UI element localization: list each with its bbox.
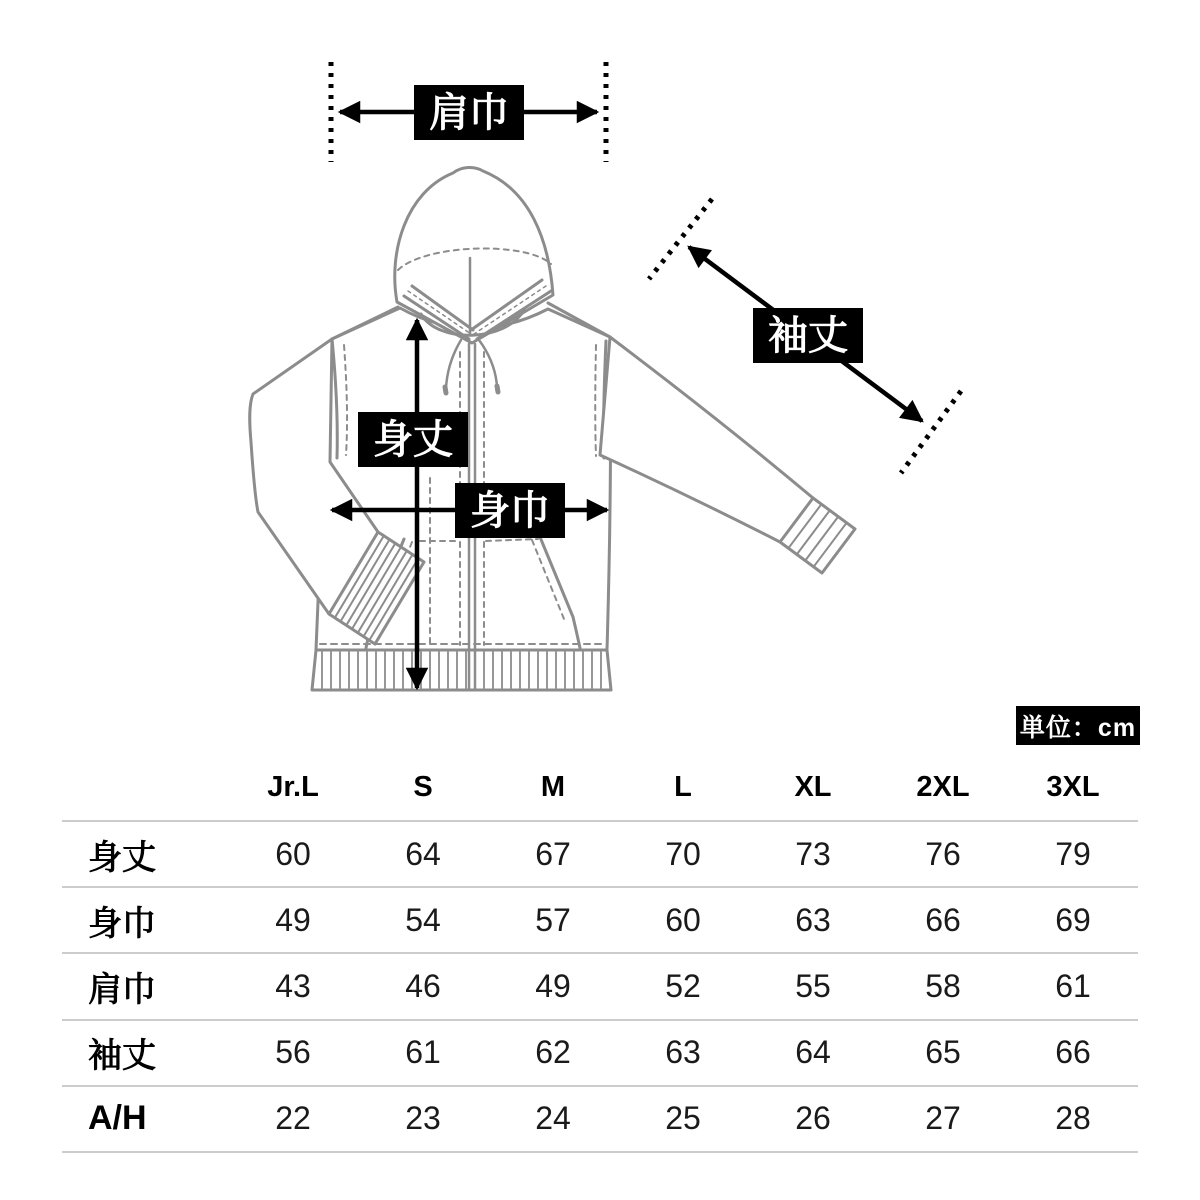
value-cell: 61 bbox=[1055, 967, 1091, 1004]
size-table-header-row bbox=[62, 755, 1138, 820]
value-cell: 60 bbox=[665, 901, 701, 938]
value-cell: 62 bbox=[535, 1034, 571, 1071]
table-row-armhole bbox=[62, 1085, 1138, 1153]
value-cell: 25 bbox=[665, 1100, 701, 1137]
column-header-2xl: 2XL bbox=[916, 771, 970, 803]
sleeve-length-label: 袖丈 bbox=[768, 314, 848, 358]
column-header-m: M bbox=[540, 771, 566, 803]
column-header-xl: XL bbox=[794, 771, 832, 803]
value-cell: 69 bbox=[1055, 901, 1091, 938]
shoulder-width-annotation bbox=[331, 62, 606, 162]
column-header-s: S bbox=[413, 771, 433, 803]
hem-rib-band bbox=[312, 650, 611, 690]
column-header-l: L bbox=[674, 771, 692, 803]
table-row-body-width bbox=[62, 886, 1138, 952]
row-label: 肩巾 bbox=[88, 970, 156, 1009]
value-cell: 76 bbox=[925, 835, 961, 872]
value-cell: 58 bbox=[925, 967, 961, 1004]
value-cell: 27 bbox=[925, 1100, 961, 1137]
value-cell: 26 bbox=[795, 1100, 831, 1137]
value-cell: 64 bbox=[795, 1034, 831, 1071]
row-label: 身巾 bbox=[88, 904, 156, 943]
value-cell: 70 bbox=[665, 835, 701, 872]
value-cell: 66 bbox=[1055, 1034, 1091, 1071]
value-cell: 54 bbox=[405, 901, 441, 938]
value-cell: 65 bbox=[925, 1034, 961, 1071]
value-cell: 23 bbox=[405, 1100, 441, 1137]
value-cell: 49 bbox=[275, 901, 311, 938]
value-cell: 55 bbox=[795, 967, 831, 1004]
value-cell: 43 bbox=[275, 967, 311, 1004]
table-row-body-length bbox=[62, 820, 1138, 886]
shoulder-width-label: 肩巾 bbox=[429, 91, 509, 135]
value-cell: 63 bbox=[665, 1034, 701, 1071]
value-cell: 46 bbox=[405, 967, 441, 1004]
body-width-label: 身巾 bbox=[470, 489, 550, 533]
value-cell: 61 bbox=[405, 1034, 441, 1071]
value-cell: 24 bbox=[535, 1100, 571, 1137]
value-cell: 79 bbox=[1055, 835, 1091, 872]
row-label: 袖丈 bbox=[88, 1037, 156, 1076]
table-row-shoulder-width bbox=[62, 952, 1138, 1018]
column-header-3xl: 3XL bbox=[1046, 771, 1100, 803]
value-cell: 52 bbox=[665, 967, 701, 1004]
unit-badge: 単位：cm bbox=[1016, 706, 1140, 745]
row-label: A/H bbox=[88, 1099, 147, 1138]
value-cell: 60 bbox=[275, 835, 311, 872]
value-cell: 66 bbox=[925, 901, 961, 938]
value-cell: 28 bbox=[1055, 1100, 1091, 1137]
value-cell: 67 bbox=[535, 835, 571, 872]
value-cell: 49 bbox=[535, 967, 571, 1004]
column-header-jrl: Jr.L bbox=[267, 771, 319, 803]
value-cell: 57 bbox=[535, 901, 571, 938]
table-row-sleeve-length bbox=[62, 1019, 1138, 1085]
size-table bbox=[62, 755, 1138, 1153]
value-cell: 22 bbox=[275, 1100, 311, 1137]
body-length-label: 身丈 bbox=[373, 418, 453, 462]
value-cell: 64 bbox=[405, 835, 441, 872]
right-sleeve bbox=[600, 337, 855, 573]
hoodie-line-art bbox=[250, 167, 855, 690]
value-cell: 63 bbox=[795, 901, 831, 938]
value-cell: 56 bbox=[275, 1034, 311, 1071]
row-label: 身丈 bbox=[88, 838, 156, 877]
value-cell: 73 bbox=[795, 835, 831, 872]
